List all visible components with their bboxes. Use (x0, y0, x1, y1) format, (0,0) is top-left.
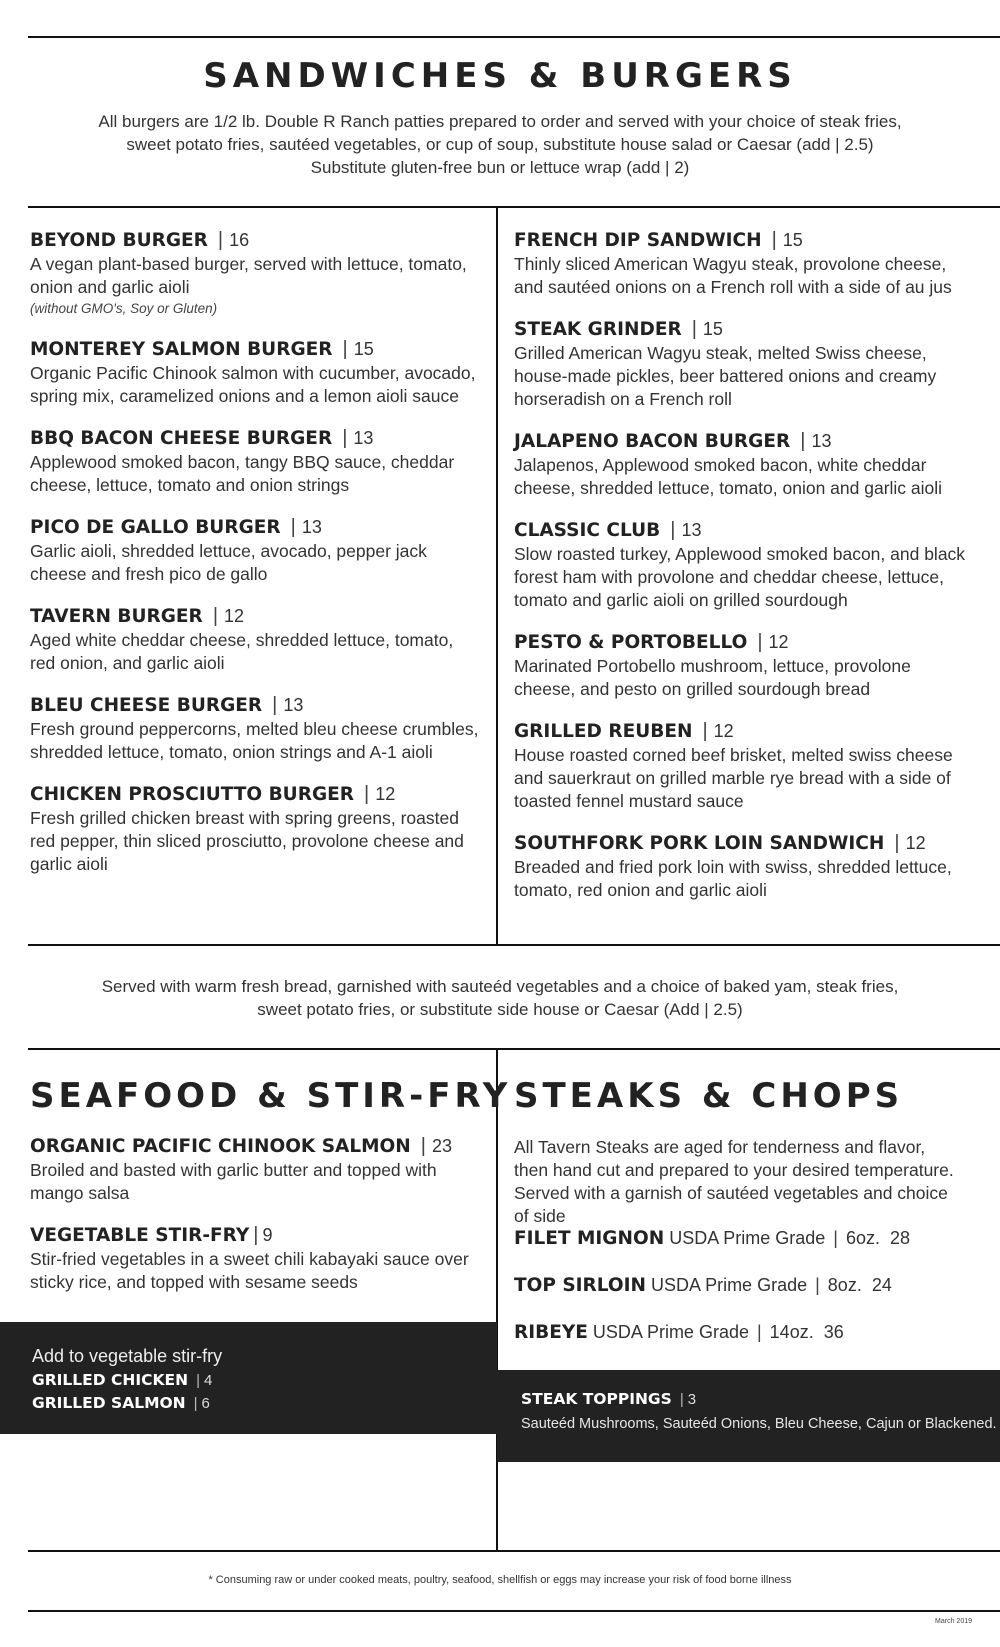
menu-item: BLEU CHEESE BURGER | 13 Fresh ground peppercorns, melted bleu cheese crumbles, shredded lettuce, tomato, onion strings and A-1 aioli (30, 694, 479, 762)
item-price: 28 (890, 1228, 911, 1248)
item-name: BEYOND BURGER (30, 230, 208, 251)
item-name: STEAK GRINDER (514, 319, 682, 340)
item-name: GRILLED CHICKEN (32, 1371, 189, 1389)
steak-item: TOP SIRLOIN USDA Prime Grade | 8oz. 24 (514, 1275, 892, 1296)
item-grade: USDA Prime Grade (669, 1228, 826, 1248)
item-note: (without GMO's, Soy or Gluten) (30, 301, 218, 316)
item-name: TOP SIRLOIN (514, 1275, 647, 1296)
item-price: 12 (375, 784, 396, 804)
menu-item: BBQ BACON CHEESE BURGER | 13 Applewood smoked bacon, tangy BBQ sauce, cheddar cheese, lettuce, tomato and onion strings (30, 426, 480, 497)
item-description: Broiled and basted with garlic butter and topped with mango salsa (30, 1160, 437, 1203)
item-size: 8oz. (827, 1275, 862, 1295)
item-description: House roasted corned beef brisket, melted swiss cheese and sauerkraut on grilled marble rye bread with a side of toasted fennel mustard sauce (514, 745, 953, 811)
lower-top-rule (28, 1048, 1000, 1050)
served-with-line: sweet potato fries, or substitute side house or Caesar (Add | 2.5) (257, 1000, 743, 1019)
addon-item: GRILLED SALMON | 6 (32, 1394, 210, 1412)
item-description: Stir-fried vegetables in a sweet chili kabayaki sauce over sticky rice, and topped with sesame seeds (30, 1249, 469, 1292)
item-price: 16 (229, 230, 250, 250)
sandwiches-intro (0, 110, 1000, 179)
item-description: A vegan plant-based burger, served with lettuce, tomato, onion and garlic aioli (30, 254, 467, 297)
item-name: PESTO & PORTOBELLO (514, 632, 748, 653)
item-description: Fresh grilled chicken breast with spring greens, roasted red pepper, thin sliced prosciutto, provolone cheese and garlic aioli (30, 808, 464, 874)
menu-item: TAVERN BURGER | 12 Aged white cheddar cheese, shredded lettuce, tomato, red onion, and garlic aioli (30, 604, 480, 675)
steaks-intro: All Tavern Steaks are aged for tenderness and flavor, then hand cut and prepared to your desired temperature. Served with a garnish of sautéed vegetables and choice of side (514, 1137, 954, 1226)
item-name: ORGANIC PACIFIC CHINOOK SALMON (30, 1136, 411, 1157)
item-price: 12 (905, 833, 926, 853)
top-rule (28, 36, 1000, 38)
toppings-description: Sauteéd Mushrooms, Sauteéd Onions, Bleu Cheese, Cajun or Blackened. (521, 1416, 997, 1432)
item-name: PICO DE GALLO BURGER (30, 517, 281, 538)
item-price: 15 (782, 230, 803, 250)
item-price: 23 (431, 1136, 452, 1156)
item-name: CHICKEN PROSCIUTTO BURGER (30, 784, 355, 805)
item-name: STEAK TOPPINGS (521, 1390, 672, 1408)
sandwiches-right-column (514, 228, 972, 920)
item-name: SOUTHFORK PORK LOIN SANDWICH (514, 833, 885, 854)
intro-line: sweet potato fries, sautéed vegetables, or cup of soup, substitute house salad or Caesar (add | 2.5) (126, 135, 874, 154)
stir-fry-addon-box (0, 1322, 497, 1434)
sandwiches-top-rule (28, 206, 1000, 208)
item-description: Applewood smoked bacon, tangy BBQ sauce, cheddar cheese, lettuce, tomato and onion strings (30, 452, 455, 495)
item-price: 13 (301, 517, 322, 537)
seafood-title: SEAFOOD & STIR-FRY (30, 1076, 512, 1116)
menu-item: CLASSIC CLUB | 13 Slow roasted turkey, Applewood smoked bacon, and black forest ham with provolone and cheddar cheese, lettuce, tomato and garlic aioli on grilled sourdough (514, 518, 972, 612)
item-name: GRILLED REUBEN (514, 721, 693, 742)
served-with-line: Served with warm fresh bread, garnished with sauteéd vegetables and a choice of baked yam, steak fries, (101, 977, 899, 996)
footer-bottom-rule (28, 1610, 1000, 1612)
menu-item: PESTO & PORTOBELLO | 12 Marinated Portobello mushroom, lettuce, provolone cheese, and pesto on grilled sourdough bread (514, 630, 972, 701)
item-price: 36 (823, 1322, 844, 1342)
item-price: 24 (871, 1275, 892, 1295)
sandwiches-divider (496, 206, 498, 944)
item-price: 4 (204, 1372, 213, 1389)
item-name: TAVERN BURGER (30, 606, 203, 627)
item-name: BLEU CHEESE BURGER (30, 695, 263, 716)
food-safety-disclaimer: * Consuming raw or under cooked meats, poultry, seafood, shellfish or eggs may increase your risk of food borne illness (208, 1574, 792, 1586)
menu-item: BEYOND BURGER | 16 A vegan plant-based burger, served with lettuce, tomato, onion and garlic aioli (without GMO's, Soy or Gluten) (30, 228, 480, 319)
steaks-title: STEAKS & CHOPS (514, 1076, 904, 1116)
footer-top-rule (28, 1550, 1000, 1552)
item-description: Breaded and fried pork loin with swiss, shredded lettuce, tomato, red onion and garlic aioli (514, 857, 952, 900)
steaks-list (514, 1226, 974, 1367)
item-name: GRILLED SALMON (32, 1394, 186, 1412)
menu-item: GRILLED REUBEN | 12 House roasted corned beef brisket, melted swiss cheese and sauerkraut on grilled marble rye bread with a side of toasted fennel mustard sauce (514, 719, 972, 813)
intro-line: All burgers are 1/2 lb. Double R Ranch patties prepared to order and served with your choice of steak fries, (98, 112, 902, 131)
menu-item: MONTEREY SALMON BURGER | 15 Organic Pacific Chinook salmon with cucumber, avocado, spring mix, caramelized onions and a lemon aioli sauce (30, 337, 480, 408)
steak-item: FILET MIGNON USDA Prime Grade | 6oz. 28 (514, 1228, 911, 1249)
item-grade: USDA Prime Grade (651, 1275, 808, 1295)
item-description: Slow roasted turkey, Applewood smoked bacon, and black forest ham with provolone and cheddar cheese, lettuce, tomato and garlic aioli on grilled sourdough (514, 544, 966, 610)
menu-item: VEGETABLE STIR-FRY | 9 Stir-fried vegetables in a sweet chili kabayaki sauce over sticky rice, and topped with sesame seeds (30, 1224, 469, 1292)
seafood-column (30, 1134, 470, 1312)
toppings-heading: STEAK TOPPINGS | 3 (521, 1390, 697, 1408)
sandwiches-left-column (30, 228, 480, 894)
item-price: 13 (353, 428, 374, 448)
item-name: JALAPENO BACON BURGER (514, 431, 791, 452)
item-description: Fresh ground peppercorns, melted bleu cheese crumbles, shredded lettuce, tomato, onion strings and A-1 aioli (30, 719, 479, 762)
item-price: 13 (811, 431, 832, 451)
item-name: MONTEREY SALMON BURGER (30, 339, 333, 360)
menu-date: March 2019 (935, 1618, 972, 1625)
item-description: Organic Pacific Chinook salmon with cucumber, avocado, spring mix, caramelized onions and a lemon aioli sauce (30, 363, 476, 406)
item-name: VEGETABLE STIR-FRY (30, 1225, 250, 1246)
menu-item: ORGANIC PACIFIC CHINOOK SALMON | 23 Broiled and basted with garlic butter and topped with mango salsa (30, 1134, 470, 1205)
item-description: Thinly sliced American Wagyu steak, provolone cheese, and sautéed onions on a French roll with a side of au jus (514, 254, 952, 297)
item-description: Garlic aioli, shredded lettuce, avocado, pepper jack cheese and fresh pico de gallo (30, 541, 427, 584)
sandwiches-title: SANDWICHES & BURGERS (203, 56, 797, 96)
menu-item: SOUTHFORK PORK LOIN SANDWICH | 12 Breaded and fried pork loin with swiss, shredded lettuce, tomato, red onion and garlic aioli (514, 831, 972, 902)
item-price: 15 (353, 339, 374, 359)
steak-item: RIBEYE USDA Prime Grade | 14oz. 36 (514, 1322, 844, 1343)
item-name: RIBEYE (514, 1322, 588, 1343)
item-size: 6oz. (845, 1228, 880, 1248)
menu-item: FRENCH DIP SANDWICH | 15 Thinly sliced American Wagyu steak, provolone cheese, and sautéed onions on a French roll with a side of au jus (514, 228, 972, 299)
served-with-note (0, 975, 1000, 1021)
item-price: 9 (262, 1225, 273, 1245)
item-price: 12 (713, 721, 734, 741)
menu-item: STEAK GRINDER | 15 Grilled American Wagyu steak, melted Swiss cheese, house-made pickles, beer battered onions and creamy horseradish on a French roll (514, 317, 972, 411)
item-price: 12 (768, 632, 789, 652)
addon-heading: Add to vegetable stir-fry (32, 1346, 223, 1366)
item-description: Jalapenos, Applewood smoked bacon, white cheddar cheese, shredded lettuce, tomato, onion and garlic aioli (514, 455, 943, 498)
addon-item: GRILLED CHICKEN | 4 (32, 1371, 213, 1389)
item-size: 14oz. (769, 1322, 814, 1342)
item-description: Marinated Portobello mushroom, lettuce, provolone cheese, and pesto on grilled sourdough bread (514, 656, 911, 699)
menu-item: PICO DE GALLO BURGER | 13 Garlic aioli, shredded lettuce, avocado, pepper jack cheese and fresh pico de gallo (30, 515, 480, 586)
item-price: 13 (681, 520, 702, 540)
item-price: 13 (283, 695, 304, 715)
item-name: BBQ BACON CHEESE BURGER (30, 428, 333, 449)
menu-item: JALAPENO BACON BURGER | 13 Jalapenos, Applewood smoked bacon, white cheddar cheese, shredded lettuce, tomato, onion and garlic aioli (514, 429, 972, 500)
item-name: CLASSIC CLUB (514, 520, 661, 541)
item-price: 6 (201, 1395, 210, 1412)
item-grade: USDA Prime Grade (592, 1322, 749, 1342)
sandwiches-bottom-rule (28, 944, 1000, 946)
item-price: 3 (687, 1391, 697, 1408)
steak-toppings-box (497, 1370, 1000, 1462)
item-description: Grilled American Wagyu steak, melted Swiss cheese, house-made pickles, beer battered onions and creamy horseradish on a French roll (514, 343, 937, 409)
item-price: 15 (702, 319, 723, 339)
item-description: Aged white cheddar cheese, shredded lettuce, tomato, red onion, and garlic aioli (30, 630, 454, 673)
lower-divider (496, 1048, 498, 1550)
item-name: FRENCH DIP SANDWICH (514, 230, 762, 251)
item-price: 12 (224, 606, 245, 626)
menu-item: CHICKEN PROSCIUTTO BURGER | 12 Fresh grilled chicken breast with spring greens, roasted red pepper, thin sliced prosciutto, provolone cheese and garlic aioli (30, 782, 480, 876)
item-name: FILET MIGNON (514, 1228, 665, 1249)
intro-line: Substitute gluten-free bun or lettuce wrap (add | 2) (310, 158, 690, 177)
